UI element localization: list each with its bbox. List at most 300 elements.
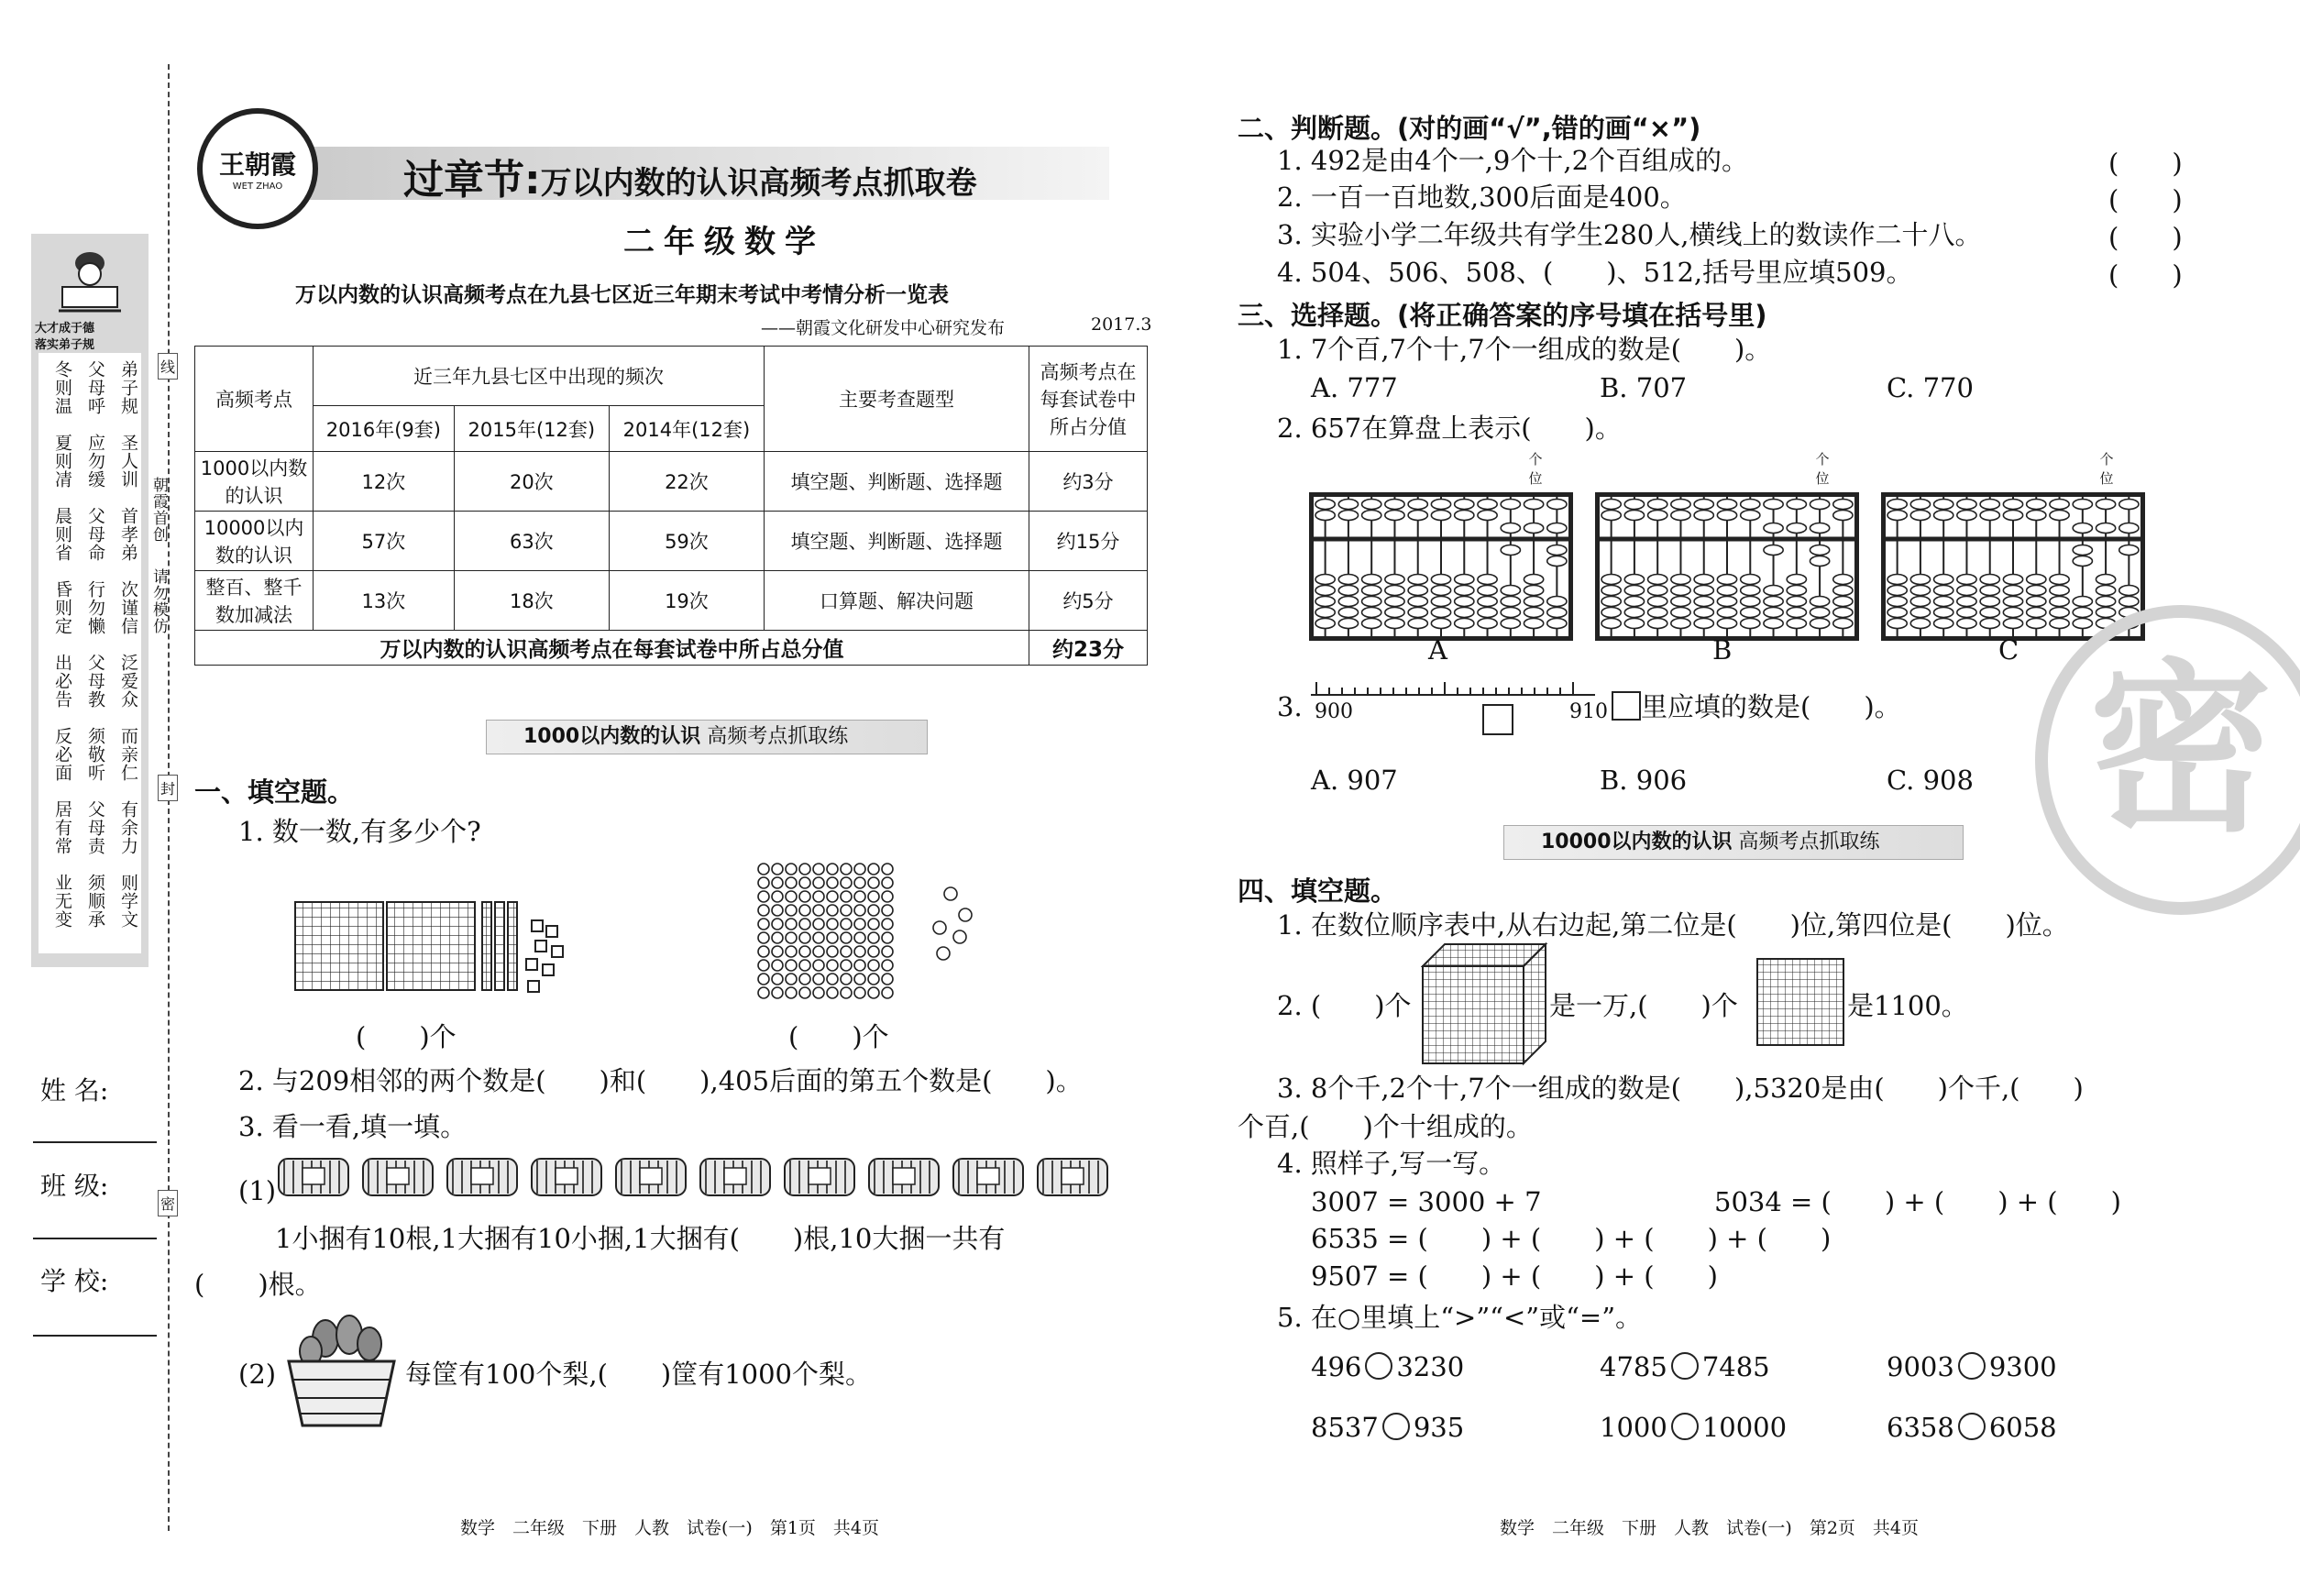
dot bbox=[882, 905, 893, 916]
compare-circle[interactable] bbox=[1382, 1413, 1410, 1440]
abacus-bead bbox=[1624, 586, 1644, 596]
table-row bbox=[195, 512, 1148, 571]
binding-note-2: 请勿模仿 bbox=[149, 568, 168, 634]
dot bbox=[813, 864, 824, 875]
choice-q3-label: 里应填的数是( )。 bbox=[1641, 691, 1901, 722]
expand-9507[interactable]: 9507 = ( ) + ( ) + ( ) bbox=[1311, 1260, 1718, 1292]
judge-answer-4[interactable]: ( ) bbox=[2108, 259, 2183, 291]
compare-left: 496 bbox=[1311, 1351, 1362, 1382]
choice-q3-opt-c[interactable]: C. 908 bbox=[1887, 765, 1974, 796]
abacus-bead bbox=[1934, 586, 1953, 596]
dot bbox=[841, 932, 852, 943]
abacus-bead bbox=[1431, 575, 1450, 585]
number-line-box[interactable] bbox=[1482, 704, 1513, 735]
abacus-bead bbox=[2073, 619, 2092, 629]
abacus-bead bbox=[1980, 586, 1999, 596]
dot bbox=[827, 864, 838, 875]
abacus-bead bbox=[1787, 608, 1806, 618]
title-prefix: 过章节 bbox=[403, 157, 524, 204]
dot bbox=[799, 946, 810, 957]
abacus-c[interactable] bbox=[1881, 492, 2145, 641]
stick-bundle bbox=[532, 1159, 601, 1195]
abacus-bead bbox=[1741, 500, 1760, 510]
table-source: ——朝霞文化研发中心研究发布 bbox=[761, 318, 1006, 338]
abacus-bead bbox=[1624, 608, 1644, 618]
dot bbox=[841, 864, 852, 875]
abacus-bead bbox=[1601, 608, 1621, 618]
dot bbox=[827, 960, 838, 971]
dot bbox=[786, 877, 797, 888]
abacus-bead bbox=[1764, 608, 1783, 618]
dot bbox=[841, 974, 852, 985]
abacus-bead bbox=[1957, 597, 1976, 607]
abacus-bead bbox=[1455, 500, 1474, 510]
abacus-bead bbox=[1385, 575, 1404, 585]
judge-item-3: 3. 实验小学二年级共有学生280人,横线上的数读作二十八。 bbox=[1277, 219, 1982, 250]
dot bbox=[882, 891, 893, 902]
rule-col: 居有常 bbox=[52, 800, 72, 855]
row-topic: 整百、整千数加减法 bbox=[195, 571, 314, 631]
class-field[interactable] bbox=[33, 1238, 157, 1239]
abacus-bead bbox=[1524, 523, 1543, 534]
abacus-bead bbox=[1431, 500, 1450, 510]
section-tag-1000 bbox=[486, 720, 928, 754]
seal-mark-2: 封 bbox=[158, 775, 178, 801]
table-date: 2017.3 bbox=[1091, 314, 1152, 335]
choice-q1-opt-c[interactable]: C. 770 bbox=[1887, 372, 1974, 403]
abacus-bead bbox=[1764, 619, 1783, 629]
dot bbox=[868, 946, 879, 957]
dot bbox=[854, 960, 865, 971]
row-2014: 59次 bbox=[609, 512, 764, 571]
dot bbox=[868, 960, 879, 971]
abacus-bead bbox=[1833, 586, 1853, 596]
abacus-bead bbox=[1601, 597, 1621, 607]
compare-left: 4785 bbox=[1600, 1351, 1667, 1382]
abacus-bead bbox=[1547, 545, 1567, 556]
abacus-bead bbox=[2073, 597, 2092, 607]
dot bbox=[813, 891, 824, 902]
rule-col: 有余力 bbox=[118, 800, 138, 855]
dot bbox=[758, 905, 769, 916]
section-2-title: 二、判断题。(对的画“√”,错的画“×”) bbox=[1238, 113, 1701, 144]
abacus-bead bbox=[1694, 586, 1713, 596]
compare-circle[interactable] bbox=[1958, 1413, 1986, 1440]
header-2015: 2015年(12套) bbox=[454, 406, 609, 452]
section-tag-rest: 高频考点抓取练 bbox=[707, 725, 849, 748]
row-2016: 12次 bbox=[314, 452, 455, 512]
dot bbox=[786, 960, 797, 971]
abacus-bead bbox=[2096, 597, 2115, 607]
abacus-bead bbox=[1764, 545, 1783, 556]
abacus-bead bbox=[1833, 575, 1853, 585]
expand-5034[interactable]: 5034 = ( ) + ( ) + ( ) bbox=[1714, 1186, 2121, 1217]
dot bbox=[882, 919, 893, 930]
dot bbox=[841, 877, 852, 888]
abacus-bead bbox=[2096, 575, 2115, 585]
dot bbox=[882, 932, 893, 943]
dot bbox=[882, 946, 893, 957]
compare-right: 3230 bbox=[1396, 1351, 1465, 1382]
abacus-bead bbox=[1547, 608, 1567, 618]
compare-right: 6058 bbox=[1988, 1412, 2057, 1443]
judge-item-1: 1. 492是由4个一,9个十,2个百组成的。 bbox=[1277, 145, 1749, 176]
dot bbox=[813, 960, 824, 971]
dot bbox=[827, 946, 838, 957]
pear-basket-icon bbox=[280, 1311, 403, 1434]
rule-col: 而亲仁 bbox=[118, 727, 138, 782]
row-topic: 1000以内数的认识 bbox=[195, 452, 314, 512]
abacus-bead bbox=[1408, 575, 1427, 585]
abacus-bead bbox=[1455, 619, 1474, 629]
compare-right: 7485 bbox=[1701, 1351, 1770, 1382]
abacus-bead bbox=[1338, 619, 1358, 629]
abacus-bead bbox=[1980, 575, 1999, 585]
choice-q1-opt-b[interactable]: B. 707 bbox=[1600, 372, 1688, 403]
abacus-bead bbox=[2027, 608, 2046, 618]
dot bbox=[758, 960, 769, 971]
abacus-bead bbox=[1338, 575, 1358, 585]
abacus-bead bbox=[1385, 500, 1404, 510]
rule-col: 父母教 bbox=[85, 654, 105, 709]
dot bbox=[841, 891, 852, 902]
abacus-bead bbox=[1478, 575, 1497, 585]
dot bbox=[813, 932, 824, 943]
choice-q3-opt-a[interactable]: A. 907 bbox=[1311, 765, 1398, 796]
stick-bundle bbox=[363, 1159, 433, 1195]
loose-dot bbox=[933, 921, 946, 934]
row-score: 约15分 bbox=[1029, 512, 1148, 571]
dot bbox=[841, 905, 852, 916]
q3-text: 3. 看一看,填一填。 bbox=[238, 1111, 468, 1142]
loose-dot bbox=[944, 887, 957, 900]
dot bbox=[841, 987, 852, 998]
abacus-bead bbox=[1887, 619, 1907, 629]
judge-answer-3[interactable]: ( ) bbox=[2108, 222, 2183, 253]
row-type: 填空题、判断题、选择题 bbox=[765, 512, 1029, 571]
abacus-bead bbox=[1524, 608, 1543, 618]
dot bbox=[854, 974, 865, 985]
dot bbox=[786, 932, 797, 943]
expand-example: 3007 = 3000 + 7 bbox=[1311, 1186, 1542, 1217]
abacus-bead bbox=[2003, 586, 2022, 596]
abacus-bead bbox=[1787, 597, 1806, 607]
compare-left: 8537 bbox=[1311, 1412, 1379, 1443]
abacus-bead bbox=[1501, 608, 1520, 618]
dot bbox=[786, 974, 797, 985]
abacus-bead bbox=[1810, 523, 1829, 534]
compare-circle[interactable] bbox=[1365, 1352, 1392, 1380]
stick-bundle bbox=[869, 1159, 939, 1195]
abacus-bead bbox=[1887, 511, 1907, 521]
rule-col: 反必面 bbox=[52, 727, 72, 782]
dot bbox=[841, 946, 852, 957]
dot bbox=[772, 960, 783, 971]
table-total-row bbox=[195, 631, 1148, 666]
abacus-bead bbox=[1524, 619, 1543, 629]
dot bbox=[827, 891, 838, 902]
abacus-bead bbox=[1547, 523, 1567, 534]
section-tag-10000 bbox=[1503, 825, 1964, 860]
section-tag-bold: 10000以内数的认识 bbox=[1541, 831, 1733, 853]
q3-2-label: (2) bbox=[238, 1359, 277, 1390]
abacus-bead bbox=[1887, 586, 1907, 596]
abacus-bead bbox=[1408, 608, 1427, 618]
dot bbox=[813, 987, 824, 998]
abacus-bead bbox=[1787, 523, 1806, 534]
abacus-bead bbox=[1338, 597, 1358, 607]
judge-item-2: 2. 一百一百地数,300后面是400。 bbox=[1277, 182, 1687, 213]
row-topic: 10000以内数的认识 bbox=[195, 512, 314, 571]
rule-col: 父母责 bbox=[85, 800, 105, 855]
abacus-bead bbox=[2003, 608, 2022, 618]
abacus-bead bbox=[1455, 511, 1474, 521]
abacus-bead bbox=[1362, 586, 1381, 596]
abacus-bead bbox=[1478, 511, 1497, 521]
abacus-bead bbox=[1315, 619, 1335, 629]
stick-bundle bbox=[700, 1159, 770, 1195]
dot bbox=[882, 864, 893, 875]
abacus-bead bbox=[2050, 619, 2069, 629]
abacus-bead bbox=[1601, 500, 1621, 510]
choice-q3-text bbox=[1612, 689, 1901, 724]
rule-col: 弟子规 bbox=[118, 360, 138, 415]
page-footer-1: 数学 二年级 下册 人教 试卷(一) 第1页 共4页 bbox=[460, 1518, 880, 1538]
dot bbox=[868, 932, 879, 943]
rule-col: 业无变 bbox=[52, 874, 72, 929]
abacus-bead bbox=[1601, 575, 1621, 585]
dot bbox=[882, 987, 893, 998]
abacus-bead bbox=[1980, 597, 1999, 607]
compare-item bbox=[1887, 1349, 2057, 1384]
judge-answer-1[interactable]: ( ) bbox=[2108, 148, 2183, 179]
rule-col: 冬则温 bbox=[52, 360, 72, 415]
abacus-bead bbox=[2003, 575, 2022, 585]
rule-col: 行勿懒 bbox=[85, 580, 105, 635]
grade-subject: 二年级数学 bbox=[623, 224, 825, 260]
dot bbox=[799, 960, 810, 971]
abacus-bead bbox=[1385, 597, 1404, 607]
abacus-bead bbox=[1764, 586, 1783, 596]
brand-logo bbox=[197, 108, 318, 229]
abacus-bead bbox=[1524, 586, 1543, 596]
class-label: 班 级: bbox=[40, 1171, 109, 1201]
abacus-bead bbox=[1315, 597, 1335, 607]
abacus-bead bbox=[1980, 619, 1999, 629]
rule-col: 晨则省 bbox=[52, 507, 72, 562]
cube-thousand-icon bbox=[1421, 942, 1549, 1070]
abacus-bead bbox=[1787, 575, 1806, 585]
abacus-bead bbox=[1671, 586, 1690, 596]
fill-q4: 4. 照样子,写一写。 bbox=[1277, 1148, 1506, 1179]
abacus-bead bbox=[1833, 619, 1853, 629]
school-field[interactable] bbox=[33, 1335, 157, 1337]
choice-q1-opt-a[interactable]: A. 777 bbox=[1311, 372, 1398, 403]
answer-box-icon bbox=[1612, 691, 1641, 721]
abacus-bead bbox=[1431, 619, 1450, 629]
row-2014: 22次 bbox=[609, 452, 764, 512]
abacus-bead bbox=[2073, 545, 2092, 556]
header-score: 高频考点在每套试卷中所占分值 bbox=[1029, 347, 1148, 452]
rule-col: 次谨信 bbox=[118, 580, 138, 635]
stick-bundle bbox=[447, 1159, 517, 1195]
abacus-bead bbox=[1315, 586, 1335, 596]
abacus-bead bbox=[1910, 608, 1930, 618]
abacus-bead bbox=[1624, 575, 1644, 585]
judge-answer-2[interactable]: ( ) bbox=[2108, 184, 2183, 215]
abacus-bead bbox=[1501, 597, 1520, 607]
dot bbox=[786, 905, 797, 916]
loose-dot bbox=[953, 930, 966, 943]
logo-text: 王朝霞 bbox=[218, 149, 296, 180]
abacus-bead bbox=[1671, 511, 1690, 521]
abacus-bead bbox=[1524, 500, 1543, 510]
compare-right: 9300 bbox=[1988, 1351, 2057, 1382]
abacus-bead bbox=[1910, 597, 1930, 607]
abacus-bead bbox=[1717, 608, 1736, 618]
abacus-bead bbox=[2050, 608, 2069, 618]
choice-q3-opt-b[interactable]: B. 906 bbox=[1600, 765, 1688, 796]
row-type: 填空题、判断题、选择题 bbox=[765, 452, 1029, 512]
abacus-bead bbox=[1741, 586, 1760, 596]
abacus-unit-label-a: 个位 bbox=[1528, 451, 1543, 487]
stick-bundle bbox=[785, 1159, 854, 1195]
dot bbox=[854, 919, 865, 930]
stick-bundle bbox=[1038, 1159, 1107, 1195]
abacus-b[interactable] bbox=[1595, 492, 1859, 641]
abacus-bead bbox=[1810, 597, 1829, 607]
choice-q1: 1. 7个百,7个十,7个一组成的数是( )。 bbox=[1277, 334, 1772, 365]
q2-text: 2. 与209相邻的两个数是( )和( ),405后面的第五个数是( )。 bbox=[238, 1065, 1083, 1096]
q3-1-text-a: 1小捆有10根,1大捆有10小捆,1大捆有( )根,10大捆一共有 bbox=[275, 1223, 1006, 1254]
header-question-type: 主要考查题型 bbox=[765, 347, 1029, 452]
abacus-bead bbox=[1431, 586, 1450, 596]
compare-circle[interactable] bbox=[1671, 1352, 1699, 1380]
dot bbox=[786, 891, 797, 902]
abacus-a[interactable] bbox=[1309, 492, 1573, 641]
dot bbox=[786, 919, 797, 930]
expand-6535[interactable]: 6535 = ( ) + ( ) + ( ) + ( ) bbox=[1311, 1223, 1832, 1254]
name-label: 姓 名: bbox=[40, 1075, 109, 1106]
rule-col: 须顺承 bbox=[85, 874, 105, 929]
choice-q2: 2. 657在算盘上表示( )。 bbox=[1277, 413, 1622, 444]
dot bbox=[772, 877, 783, 888]
abacus-bead bbox=[1957, 500, 1976, 510]
abacus-bead bbox=[1980, 500, 1999, 510]
compare-circle[interactable] bbox=[1671, 1413, 1699, 1440]
seal-mark-1: 线 bbox=[158, 353, 178, 380]
abacus-bead bbox=[1648, 608, 1667, 618]
compare-left: 1000 bbox=[1600, 1412, 1667, 1443]
abacus-bead bbox=[1957, 586, 1976, 596]
rules-panel bbox=[39, 353, 141, 953]
dot bbox=[772, 946, 783, 957]
abacus-bead bbox=[1362, 608, 1381, 618]
fill-q2-a: 2. ( )个 bbox=[1277, 990, 1412, 1021]
q1-answer-blocks[interactable]: ( )个 bbox=[356, 1021, 457, 1052]
dot bbox=[799, 932, 810, 943]
fill-q1: 1. 在数位顺序表中,从右边起,第二位是( )位,第四位是( )位。 bbox=[1277, 909, 2069, 941]
dot bbox=[854, 864, 865, 875]
dot bbox=[882, 960, 893, 971]
abacus-bead bbox=[2119, 586, 2139, 596]
abacus-bead bbox=[2073, 556, 2092, 567]
abacus-bead bbox=[1478, 619, 1497, 629]
abacus-bead bbox=[1648, 500, 1667, 510]
abacus-bead bbox=[1934, 597, 1953, 607]
abacus-bead bbox=[1478, 586, 1497, 596]
abacus-bead bbox=[1934, 575, 1953, 585]
abacus-bead bbox=[2096, 500, 2115, 510]
stamp-text: 密 bbox=[2088, 644, 2272, 857]
binding-note-1: 朝霞首创 bbox=[149, 477, 168, 543]
dot bbox=[827, 932, 838, 943]
compare-item bbox=[1600, 1349, 1770, 1384]
dot bbox=[772, 932, 783, 943]
frequency-table bbox=[194, 346, 1148, 666]
abacus-bead bbox=[1764, 523, 1783, 534]
abacus-bead bbox=[1671, 575, 1690, 585]
q1-text: 1. 数一数,有多少个? bbox=[238, 816, 481, 847]
bundles-figure bbox=[275, 1146, 1137, 1214]
dot bbox=[841, 960, 852, 971]
dot bbox=[868, 919, 879, 930]
rule-col: 应勿缓 bbox=[85, 434, 105, 489]
q1-answer-dots[interactable]: ( )个 bbox=[788, 1021, 889, 1052]
compare-circle[interactable] bbox=[1958, 1352, 1986, 1380]
abacus-label-a: A bbox=[1428, 634, 1447, 666]
abacus-bead bbox=[2119, 545, 2139, 556]
compare-item bbox=[1887, 1410, 2057, 1445]
abacus-bead bbox=[2027, 619, 2046, 629]
abacus-bead bbox=[1648, 619, 1667, 629]
abacus-bead bbox=[1833, 500, 1853, 510]
rule-col: 出必告 bbox=[52, 654, 72, 709]
row-score: 约5分 bbox=[1029, 571, 1148, 631]
abacus-bead bbox=[1833, 608, 1853, 618]
dot bbox=[772, 919, 783, 930]
dot bbox=[854, 987, 865, 998]
abacus-bead bbox=[2073, 608, 2092, 618]
rule-col: 首孝弟 bbox=[118, 507, 138, 562]
judge-item-4: 4. 504、506、508、( )、512,括号里应填509。 bbox=[1277, 257, 1913, 288]
section-4-title: 四、填空题。 bbox=[1238, 875, 1398, 907]
abacus-bead bbox=[2096, 523, 2115, 534]
dot bbox=[799, 864, 810, 875]
margin-strip bbox=[31, 234, 149, 967]
rule-col: 父母命 bbox=[85, 507, 105, 562]
name-field[interactable] bbox=[33, 1141, 157, 1143]
abacus-bead bbox=[1694, 511, 1713, 521]
abacus-bead bbox=[2050, 586, 2069, 596]
abacus-bead bbox=[1671, 500, 1690, 510]
dot bbox=[882, 974, 893, 985]
abacus-bead bbox=[1385, 511, 1404, 521]
abacus-bead bbox=[1501, 523, 1520, 534]
loose-dot bbox=[937, 947, 950, 960]
row-2015: 18次 bbox=[454, 571, 609, 631]
abacus-bead bbox=[1547, 619, 1567, 629]
dot bbox=[799, 919, 810, 930]
compare-item bbox=[1311, 1349, 1464, 1384]
abacus-bead bbox=[2096, 608, 2115, 618]
abacus-bead bbox=[1910, 511, 1930, 521]
stick-bundle bbox=[279, 1159, 348, 1195]
rule-col: 泛爱众 bbox=[118, 654, 138, 709]
abacus-bead bbox=[1910, 575, 1930, 585]
abacus-bead bbox=[1408, 500, 1427, 510]
abacus-bead bbox=[1385, 608, 1404, 618]
